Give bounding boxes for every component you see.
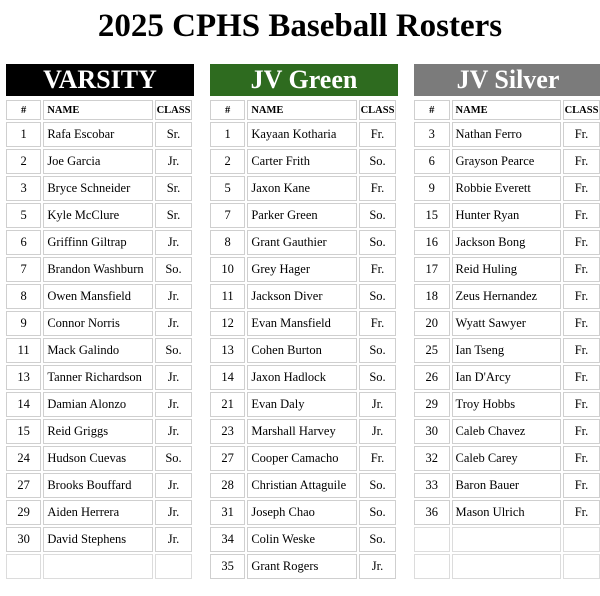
player-number: 2: [210, 149, 245, 174]
player-number: 15: [414, 203, 450, 228]
roster-table: [208, 98, 398, 581]
team-header: VARSITY: [6, 64, 194, 96]
player-name: Reid Griggs: [43, 419, 153, 444]
roster-body: [414, 122, 600, 579]
player-number: 2: [6, 149, 41, 174]
player-class: So.: [359, 365, 396, 390]
player-class: Jr.: [155, 230, 192, 255]
empty-cell: [43, 554, 153, 579]
player-number: 1: [210, 122, 245, 147]
player-number: 30: [414, 419, 450, 444]
player-class: Jr.: [155, 149, 192, 174]
player-number: 34: [210, 527, 245, 552]
player-class: Jr.: [359, 554, 396, 579]
player-number: 6: [6, 230, 41, 255]
empty-row: [6, 554, 192, 579]
player-class: Sr.: [155, 203, 192, 228]
player-class: Fr.: [563, 203, 600, 228]
player-name: Joseph Chao: [247, 500, 357, 525]
player-class: Fr.: [563, 257, 600, 282]
player-class: Fr.: [563, 149, 600, 174]
table-row: [414, 203, 600, 228]
player-number: 18: [414, 284, 450, 309]
table-row: [414, 230, 600, 255]
player-name: Owen Mansfield: [43, 284, 153, 309]
table-row: [210, 203, 396, 228]
table-row: [210, 149, 396, 174]
table-row: [414, 446, 600, 471]
player-class: Fr.: [563, 122, 600, 147]
player-name: Hunter Ryan: [452, 203, 561, 228]
table-row: [210, 419, 396, 444]
table-row: [414, 122, 600, 147]
player-number: 24: [6, 446, 41, 471]
player-number: 14: [210, 365, 245, 390]
player-number: 3: [414, 122, 450, 147]
roster-body: [210, 122, 396, 579]
table-row: [210, 284, 396, 309]
table-row: [414, 392, 600, 417]
player-class: Fr.: [563, 176, 600, 201]
player-number: 28: [210, 473, 245, 498]
name-header: NAME: [43, 100, 153, 120]
player-class: So.: [155, 338, 192, 363]
player-number: 12: [210, 311, 245, 336]
player-number: 35: [210, 554, 245, 579]
player-name: Evan Daly: [247, 392, 357, 417]
player-number: 29: [6, 500, 41, 525]
player-number: 27: [210, 446, 245, 471]
player-name: Kyle McClure: [43, 203, 153, 228]
empty-cell: [414, 554, 450, 579]
player-class: Fr.: [563, 284, 600, 309]
player-number: 36: [414, 500, 450, 525]
player-number: 25: [414, 338, 450, 363]
table-row: [210, 500, 396, 525]
player-class: So.: [359, 230, 396, 255]
player-class: Fr.: [359, 446, 396, 471]
player-class: Fr.: [563, 500, 600, 525]
table-row: [210, 446, 396, 471]
player-name: Carter Frith: [247, 149, 357, 174]
player-class: Sr.: [155, 122, 192, 147]
team-header: JV Green: [210, 64, 398, 96]
roster-jv-green: [210, 64, 398, 581]
player-class: So.: [359, 500, 396, 525]
header-row: [210, 100, 396, 120]
number-header: #: [414, 100, 450, 120]
table-row: [414, 284, 600, 309]
table-row: [6, 392, 192, 417]
player-name: Christian Attaguile: [247, 473, 357, 498]
table-row: [6, 338, 192, 363]
player-number: 30: [6, 527, 41, 552]
player-number: 29: [414, 392, 450, 417]
player-class: Jr.: [359, 392, 396, 417]
empty-row: [414, 554, 600, 579]
player-number: 6: [414, 149, 450, 174]
table-row: [6, 527, 192, 552]
player-class: Fr.: [359, 176, 396, 201]
table-row: [210, 338, 396, 363]
player-number: 9: [6, 311, 41, 336]
table-row: [210, 122, 396, 147]
player-class: So.: [359, 203, 396, 228]
table-row: [6, 365, 192, 390]
player-number: 13: [210, 338, 245, 363]
table-row: [6, 446, 192, 471]
player-class: Fr.: [563, 338, 600, 363]
team-header: JV Silver: [414, 64, 600, 96]
player-class: Jr.: [155, 500, 192, 525]
player-class: Jr.: [155, 473, 192, 498]
player-class: So.: [155, 257, 192, 282]
empty-cell: [6, 554, 41, 579]
empty-row: [414, 527, 600, 552]
table-row: [210, 527, 396, 552]
player-class: So.: [359, 338, 396, 363]
player-class: Jr.: [155, 392, 192, 417]
table-row: [6, 500, 192, 525]
player-name: Reid Huling: [452, 257, 561, 282]
table-row: [414, 419, 600, 444]
table-row: [414, 257, 600, 282]
player-name: Jaxon Hadlock: [247, 365, 357, 390]
table-row: [6, 419, 192, 444]
player-class: Fr.: [563, 311, 600, 336]
player-name: Parker Green: [247, 203, 357, 228]
table-row: [6, 473, 192, 498]
player-number: 15: [6, 419, 41, 444]
table-row: [414, 149, 600, 174]
player-class: Jr.: [155, 419, 192, 444]
player-name: Tanner Richardson: [43, 365, 153, 390]
player-name: Hudson Cuevas: [43, 446, 153, 471]
class-header: CLASS: [359, 100, 396, 120]
empty-cell: [155, 554, 192, 579]
player-name: Jackson Diver: [247, 284, 357, 309]
empty-cell: [414, 527, 450, 552]
table-row: [6, 311, 192, 336]
player-number: 16: [414, 230, 450, 255]
empty-cell: [563, 554, 600, 579]
player-name: Aiden Herrera: [43, 500, 153, 525]
player-number: 7: [210, 203, 245, 228]
player-name: Ian Tseng: [452, 338, 561, 363]
player-class: Sr.: [155, 176, 192, 201]
roster-table: [4, 98, 194, 581]
player-name: Griffinn Giltrap: [43, 230, 153, 255]
player-number: 32: [414, 446, 450, 471]
table-row: [210, 311, 396, 336]
table-row: [6, 176, 192, 201]
player-name: Brooks Bouffard: [43, 473, 153, 498]
player-number: 8: [6, 284, 41, 309]
player-number: 31: [210, 500, 245, 525]
number-header: #: [6, 100, 41, 120]
table-row: [6, 203, 192, 228]
player-number: 23: [210, 419, 245, 444]
player-name: Cohen Burton: [247, 338, 357, 363]
table-row: [210, 176, 396, 201]
player-name: Ian D'Arcy: [452, 365, 561, 390]
player-class: Fr.: [359, 257, 396, 282]
player-name: Grant Rogers: [247, 554, 357, 579]
page-title: 2025 CPHS Baseball Rosters: [97, 8, 503, 44]
player-name: Nathan Ferro: [452, 122, 561, 147]
player-class: Fr.: [563, 446, 600, 471]
player-class: So.: [359, 527, 396, 552]
table-row: [6, 122, 192, 147]
table-row: [414, 473, 600, 498]
player-number: 11: [210, 284, 245, 309]
player-number: 33: [414, 473, 450, 498]
table-row: [414, 338, 600, 363]
player-name: Zeus Hernandez: [452, 284, 561, 309]
player-name: Brandon Washburn: [43, 257, 153, 282]
table-row: [210, 392, 396, 417]
player-name: Evan Mansfield: [247, 311, 357, 336]
table-row: [6, 149, 192, 174]
table-row: [414, 311, 600, 336]
player-name: Joe Garcia: [43, 149, 153, 174]
player-name: Marshall Harvey: [247, 419, 357, 444]
player-number: 5: [210, 176, 245, 201]
table-row: [210, 230, 396, 255]
player-name: Jackson Bong: [452, 230, 561, 255]
player-class: Fr.: [563, 419, 600, 444]
table-row: [414, 365, 600, 390]
player-name: Jaxon Kane: [247, 176, 357, 201]
empty-cell: [452, 527, 561, 552]
player-number: 17: [414, 257, 450, 282]
table-row: [6, 284, 192, 309]
player-name: Kayaan Kotharia: [247, 122, 357, 147]
player-class: Jr.: [155, 284, 192, 309]
player-name: Grayson Pearce: [452, 149, 561, 174]
player-number: 7: [6, 257, 41, 282]
player-name: Connor Norris: [43, 311, 153, 336]
player-name: Bryce Schneider: [43, 176, 153, 201]
player-name: Mack Galindo: [43, 338, 153, 363]
player-class: Jr.: [359, 419, 396, 444]
player-class: Fr.: [563, 365, 600, 390]
header-row: [6, 100, 192, 120]
player-number: 8: [210, 230, 245, 255]
table-row: [6, 230, 192, 255]
player-name: Rafa Escobar: [43, 122, 153, 147]
player-number: 3: [6, 176, 41, 201]
player-number: 11: [6, 338, 41, 363]
player-name: Grant Gauthier: [247, 230, 357, 255]
player-number: 14: [6, 392, 41, 417]
player-name: Cooper Camacho: [247, 446, 357, 471]
player-name: Caleb Carey: [452, 446, 561, 471]
player-number: 1: [6, 122, 41, 147]
player-name: Wyatt Sawyer: [452, 311, 561, 336]
table-row: [210, 365, 396, 390]
player-class: Jr.: [155, 527, 192, 552]
table-row: [6, 257, 192, 282]
empty-cell: [563, 527, 600, 552]
player-class: Fr.: [359, 122, 396, 147]
player-class: So.: [359, 284, 396, 309]
roster-jv-silver: [414, 64, 600, 581]
player-number: 26: [414, 365, 450, 390]
header-row: [414, 100, 600, 120]
player-name: Colin Weske: [247, 527, 357, 552]
player-number: 13: [6, 365, 41, 390]
table-row: [210, 257, 396, 282]
table-row: [210, 554, 396, 579]
roster-body: [6, 122, 192, 579]
player-number: 21: [210, 392, 245, 417]
player-class: Fr.: [563, 392, 600, 417]
class-header: CLASS: [155, 100, 192, 120]
player-name: Baron Bauer: [452, 473, 561, 498]
player-number: 27: [6, 473, 41, 498]
player-name: Troy Hobbs: [452, 392, 561, 417]
player-name: Grey Hager: [247, 257, 357, 282]
player-name: David Stephens: [43, 527, 153, 552]
name-header: NAME: [247, 100, 357, 120]
player-class: Fr.: [563, 473, 600, 498]
player-class: Fr.: [563, 230, 600, 255]
player-number: 9: [414, 176, 450, 201]
empty-cell: [452, 554, 561, 579]
class-header: CLASS: [563, 100, 600, 120]
player-number: 5: [6, 203, 41, 228]
player-name: Caleb Chavez: [452, 419, 561, 444]
player-number: 10: [210, 257, 245, 282]
table-row: [210, 473, 396, 498]
name-header: NAME: [452, 100, 561, 120]
player-name: Mason Ulrich: [452, 500, 561, 525]
player-class: So.: [359, 149, 396, 174]
roster-varsity: [6, 64, 194, 581]
table-row: [414, 500, 600, 525]
player-class: So.: [359, 473, 396, 498]
player-class: So.: [155, 446, 192, 471]
player-name: Robbie Everett: [452, 176, 561, 201]
player-name: Damian Alonzo: [43, 392, 153, 417]
player-number: 20: [414, 311, 450, 336]
player-class: Jr.: [155, 365, 192, 390]
roster-table: [412, 98, 600, 581]
number-header: #: [210, 100, 245, 120]
player-class: Fr.: [359, 311, 396, 336]
player-class: Jr.: [155, 311, 192, 336]
table-row: [414, 176, 600, 201]
